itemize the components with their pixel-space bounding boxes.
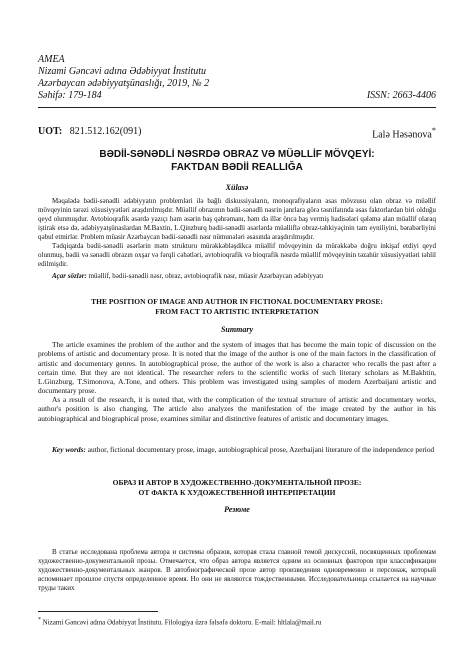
udc-label: UOT: (38, 126, 63, 137)
en-summary-p1: The article examines the problem of the author and the system of images that has become the main topic of discussion on the problems of artistic and documentary prose. It is noted that the image of the author is one of the main factors in the classification of artistic and documentary genres. In autobiographical prose, the author of the work is also a character who recalls the past after a certain time. But they are not identical. The researcher refers to the scientific works of such literary scholars as M.Bakhtin, L.Ginzburg, T.Simonova, A.Tone, and others. This problem was investigated using samples of modern Azerbaijani artistic and documentary prose. (38, 340, 436, 396)
en-summary-p2: As a result of the research, it is noted that, with the complication of the textual structure of artistic and documentary works, author's position is also changing. The article also analyzes the manifestation of the image created by the author in his autobiographical and biographical prose, examines similar and distinctive features of artistic and documentary images. (38, 395, 436, 423)
ru-title-line-2: ОТ ФАКТА К ХУДОЖЕСТВЕННОЙ ИНТЕРПРЕТАЦИИ (138, 488, 336, 497)
footnote-mark: * (38, 617, 41, 623)
header-institute: Nizami Gəncəvi adına Ədəbiyyat İnstitutu (38, 66, 207, 77)
en-title-line-2: FROM FACT TO ARTISTIC INTERPRETATION (155, 307, 319, 316)
header-meta (38, 90, 436, 102)
udc-line (38, 126, 436, 140)
az-keywords-text: müəllif, bədii-sənədli nəsr, obraz, avtobioqrafik nəsr, müasir Azərbaycan ədəbiyyatı (88, 272, 324, 280)
ru-title (38, 478, 436, 498)
en-keywords (38, 445, 436, 454)
header-academy: AMEA (38, 54, 65, 65)
en-summary-heading: Summary (220, 325, 253, 334)
az-keywords (38, 272, 436, 281)
en-keywords-label: Key words: (52, 445, 86, 454)
article-title (38, 148, 436, 174)
footnote-text: Nizami Gəncəvi adına Ədəbiyyat İnstitutu. Filologiya üzrə fəlsəfə doktoru. E-mail: hltlala@mail.ru (42, 618, 322, 627)
az-summary-p1: Məqalədə bədii-sənədli ədəbiyyatın problemləri ilə bağlı diskussiyaların, monoqrafiyaların əsas mövzusu olan obraz və müəllif mövqeyinin tərəzi xüsusiyyətləri araşdırılmışdır. Müəllif obrazının bədii-sənədli nəsrin janrlara görə təsnifatında əsas faktorlardan biri olduğu qeyd olunmuşdur. Avtobioqrafik əsərdə yazıçı həm əsərin baş qəhrəmanı, həm də illər öncə baş vermiş hadisələri qələmə alan müəllif olaraq iştirak etsə də, ədəbiyyatşünaslardan M.Baxtin, L.Qinzburq bədii-sənədli əsərlərdə müəlliflə obraz-təhkiyəçinin tam eyniliyini, bərabərliyini qəbul etmirlər. Problem müasir Azərbaycan bədii-sənədli nəsr nümunələri əsasında araşdırılmışdır. (38, 197, 436, 241)
journal-header (38, 54, 436, 102)
footnote-rule (38, 611, 158, 612)
footnote (38, 616, 436, 627)
title-line-1: BƏDİİ-SƏNƏDLİ NƏSRDƏ OBRAZ VƏ MÜƏLLİF MÖVQEYİ: (99, 149, 375, 160)
header-rule (38, 107, 436, 108)
en-keywords-text: author, fictional documentary prose, image, autobiographical prose, Azerbaijani literature of the independence period (87, 445, 435, 454)
en-title (38, 297, 436, 317)
az-summary-heading: Xülasə (225, 183, 249, 192)
header-issn: ISSN: 2663-4406 (366, 90, 436, 101)
udc-value: 821.512.162(091) (69, 126, 142, 137)
header-pages: Səhifə: 179-184 (38, 90, 102, 101)
az-keywords-label: Açar sözlər: (52, 272, 87, 280)
author-name: Lalə Həsənova (372, 129, 432, 141)
title-line-2: FAKTDAN BƏDİİ REALLIĞA (171, 162, 303, 173)
az-summary-p2: Tədqiqatda bədii-sənədli əsərlərin mətn strukturu mürəkkəbləşdikcə müəllif mövqeyinin də mürəkkəbə doğru inkişaf etdiyi qeyd olunmuş, bədii və sənədli obrazın oxşar və fərqli cəhətləri, avtobioqrafik və bioqrafik nəsrdə müəllif mövqeyinin təzahür xüsusiyyətləri təhlil edilmişdir. (38, 242, 436, 268)
author-footnote-mark: * (431, 126, 436, 135)
ru-title-line-1: ОБРАЗ И АВТОР В ХУДОЖЕСТВЕННО-ДОКУМЕНТАЛЬНОЙ ПРОЗЕ: (112, 478, 362, 487)
ru-summary-heading: Резюме (224, 505, 250, 514)
header-journal: Azərbaycan ədəbiyyatşünaslığı, 2019, № 2 (38, 78, 210, 89)
en-title-line-1: THE POSITION OF IMAGE AND AUTHOR IN FICTIONAL DOCUMENTARY PROSE: (91, 297, 383, 306)
ru-summary-p1: В статье исследована проблема автора и системы образов, которая стала главной темой дискуссий, посвященных проблемам художественно-документальной прозы. Отмечается, что образ автора является одним из основных факторов при классификации художественно-документальных жанров. В автобиографической прозе автор произведения одновременно и персонаж, который вспоминает прошлое спустя определенное время. Но они не являются тождественными. Исследовательница ссылается на научные труды таких (38, 548, 436, 592)
